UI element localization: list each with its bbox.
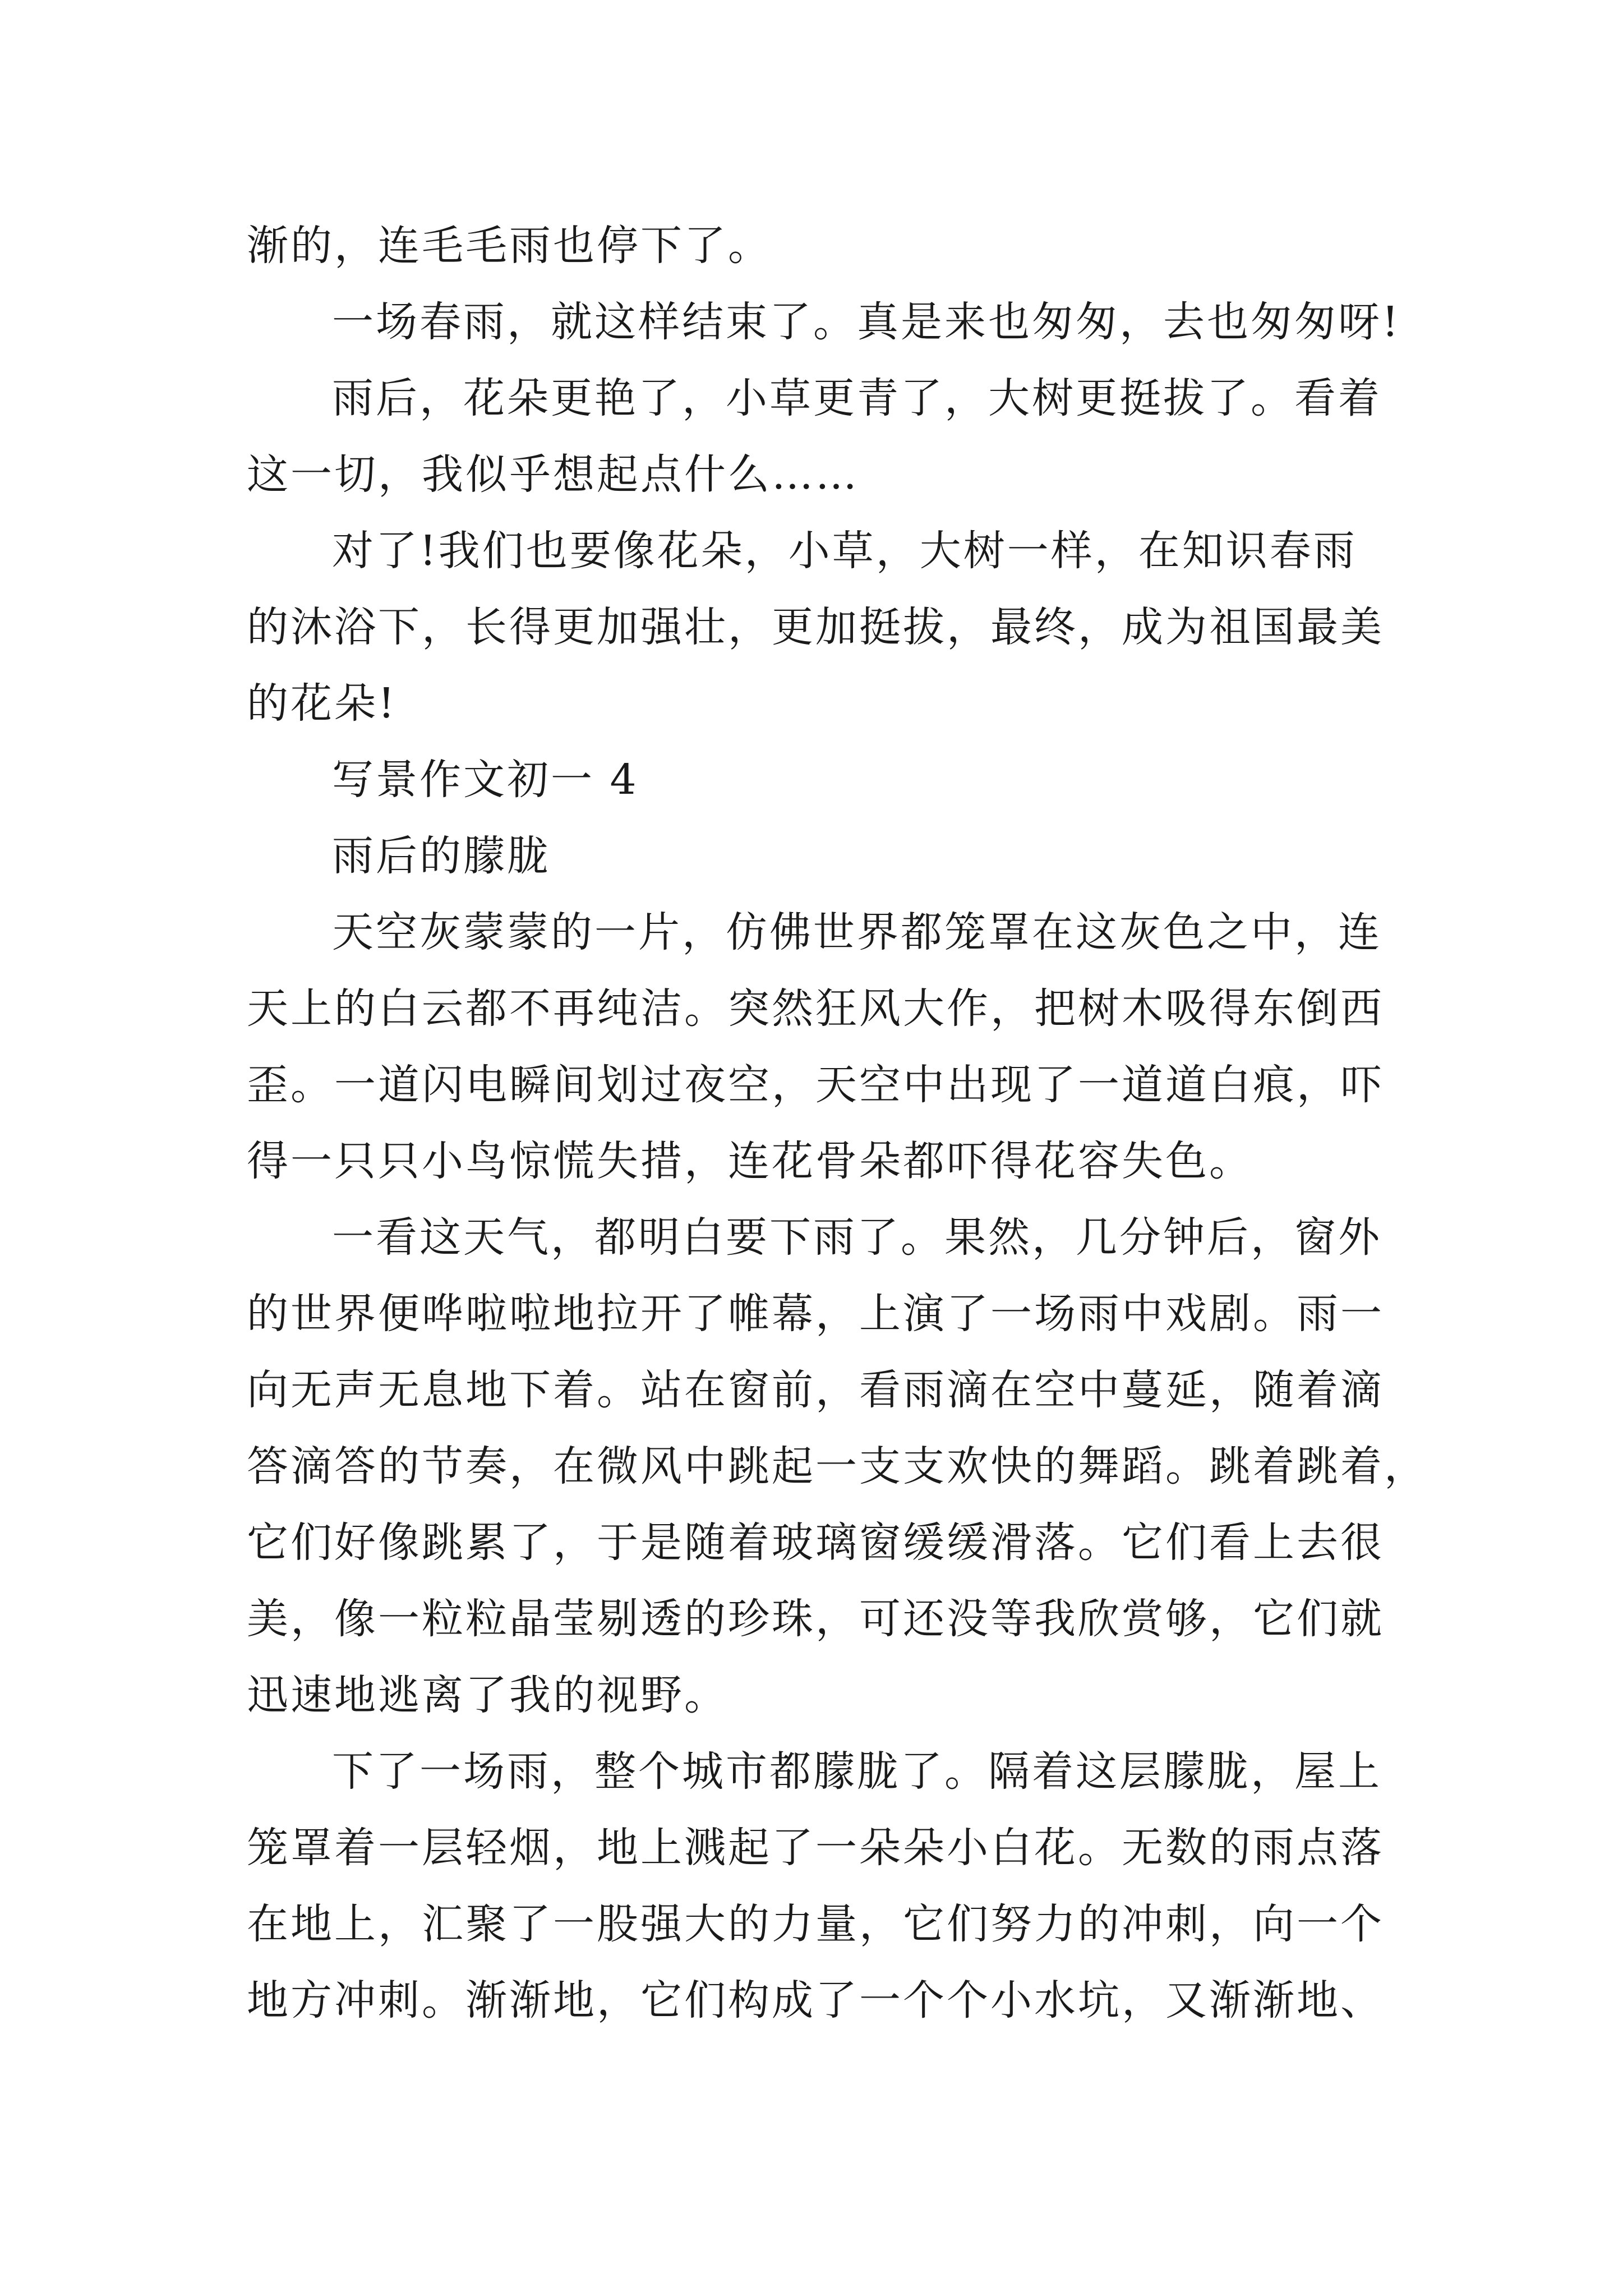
text-line: 渐的，连毛毛雨也停下了。 [247, 222, 772, 270]
text-line: 对了!我们也要像花朵，小草，大树一样，在知识春雨 [332, 527, 1357, 575]
text-line: 在地上，汇聚了一股强大的力量，它们努力的冲刺，向一个 [247, 1900, 1384, 1948]
text-line: 一场春雨，就这样结束了。真是来也匆匆，去也匆匆呀! [332, 298, 1401, 346]
text-line: 歪。一道闪电瞬间划过夜空，天空中出现了一道道白痕，吓 [247, 1061, 1384, 1109]
text-line: 的沐浴下，长得更加强壮，更加挺拔，最终，成为祖国最美 [247, 603, 1384, 651]
text-line: 下了一场雨，整个城市都朦胧了。隔着这层朦胧，屋上 [332, 1747, 1382, 1796]
text-line: 的花朵! [247, 679, 397, 728]
text-line: 天空灰蒙蒙的一片，仿佛世界都笼罩在这灰色之中，连 [332, 908, 1382, 956]
text-line: 一看这天气，都明白要下雨了。果然，几分钟后，窗外 [332, 1213, 1382, 1262]
text-line: 向无声无息地下着。站在窗前，看雨滴在空中蔓延，随着滴 [247, 1366, 1384, 1414]
text-line: 迅速地逃离了我的视野。 [247, 1671, 728, 1719]
text-line: 答滴答的节奏，在微风中跳起一支支欢快的舞蹈。跳着跳着， [247, 1442, 1428, 1490]
text-line: 地方冲刺。渐渐地，它们构成了一个个小水坑，又渐渐地、 [247, 1976, 1384, 2024]
text-line: 它们好像跳累了，于是随着玻璃窗缓缓滑落。它们看上去很 [247, 1519, 1384, 1567]
document-body [247, 208, 1428, 2039]
article-title: 雨后的朦胧 [332, 832, 551, 880]
text-line: 雨后，花朵更艳了，小草更青了，大树更挺拔了。看着 [332, 374, 1382, 422]
text-line: 这一切，我似乎想起点什么…… [247, 450, 859, 499]
text-line: 的世界便哗啦啦地拉开了帷幕，上演了一场雨中戏剧。雨一 [247, 1290, 1384, 1338]
text-line: 笼罩着一层轻烟，地上溅起了一朵朵小白花。无数的雨点落 [247, 1824, 1384, 1872]
text-line: 得一只只小鸟惊慌失措，连花骨朵都吓得花容失色。 [247, 1137, 1253, 1185]
text-line: 天上的白云都不再纯洁。突然狂风大作，把树木吸得东倒西 [247, 984, 1384, 1033]
section-title: 写景作文初一 4 [332, 756, 639, 804]
text-line: 美，像一粒粒晶莹剔透的珍珠，可还没等我欣赏够，它们就 [247, 1595, 1384, 1643]
